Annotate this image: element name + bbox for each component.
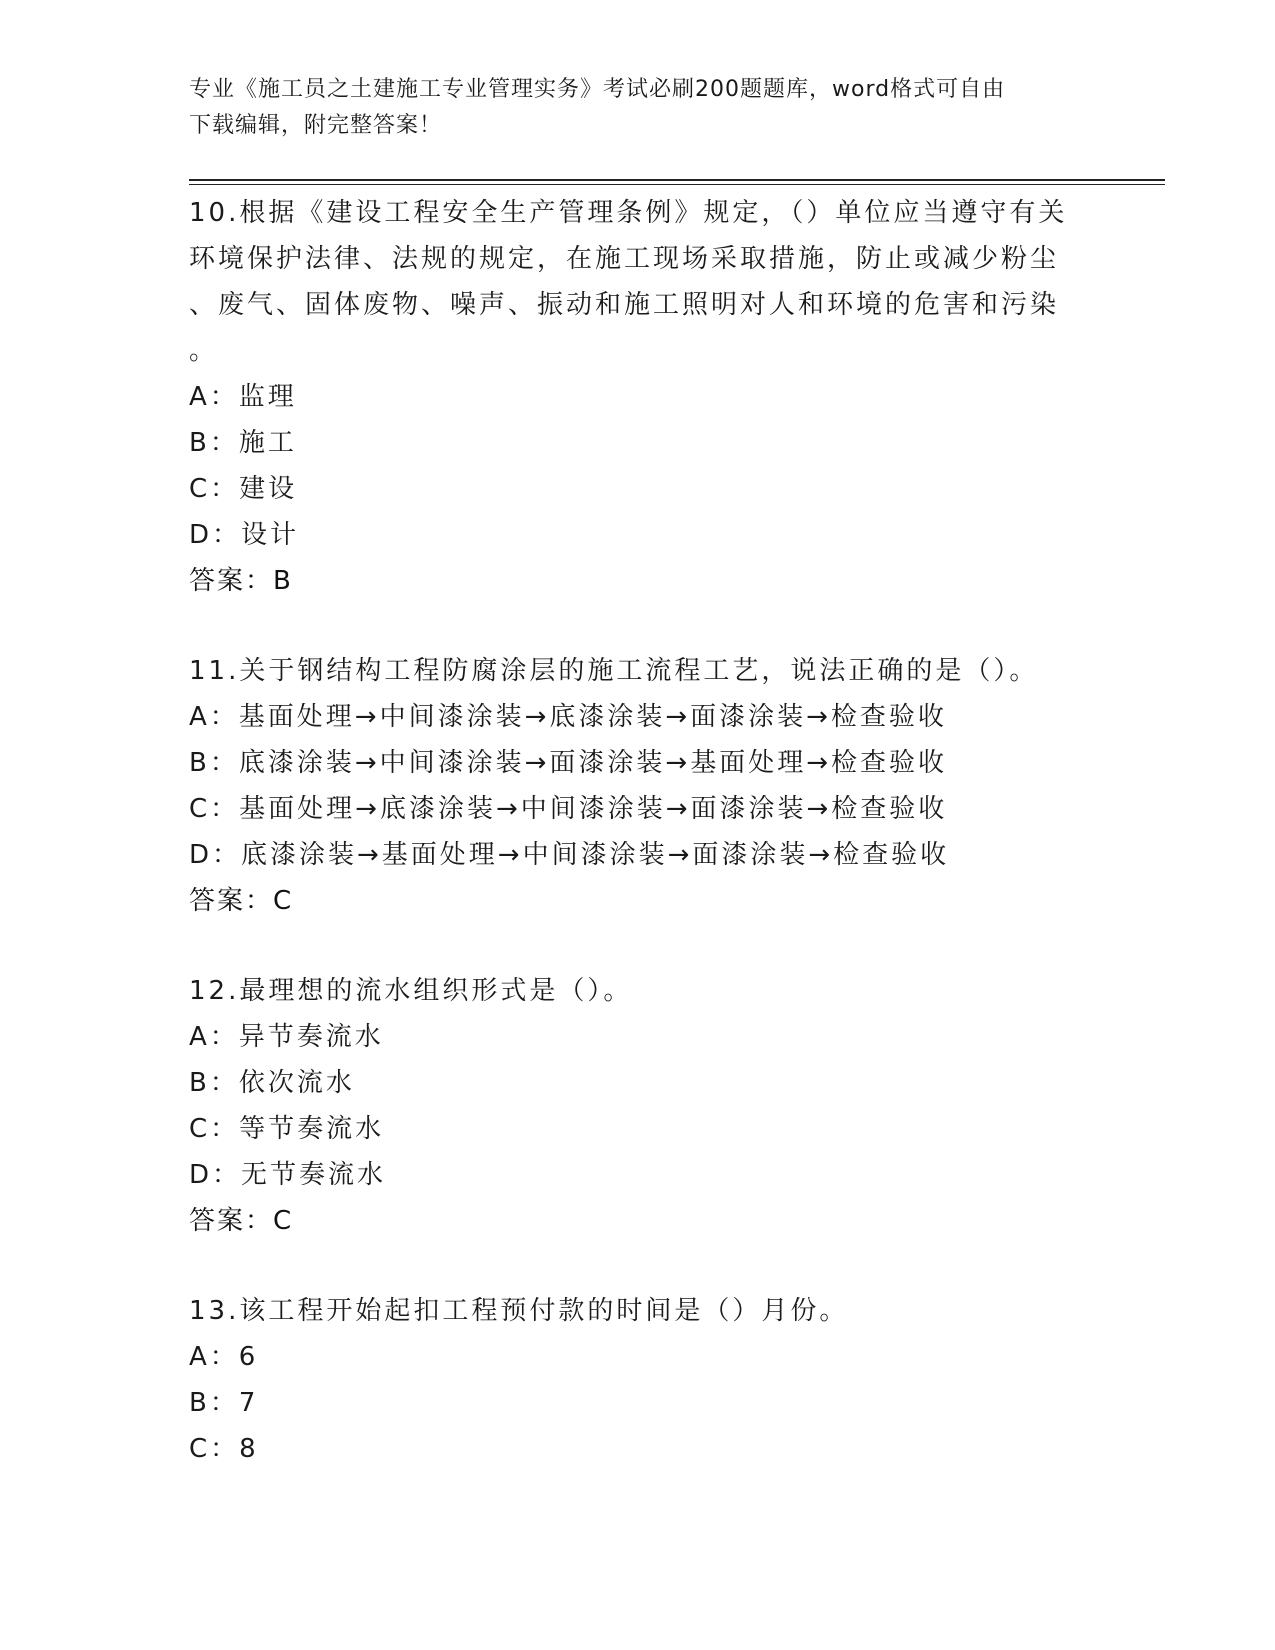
question-text-line: 、废气、固体废物、噪声、振动和施工照明对人和环境的危害和污染 [189, 290, 1060, 320]
option-b: B：施工 [189, 428, 297, 458]
option-b: B：底漆涂装→中间漆涂装→面漆涂装→基面处理→检查验收 [189, 748, 947, 778]
header-divider-thin [189, 184, 1165, 185]
option-c: C：等节奏流水 [189, 1114, 385, 1144]
question-13 [189, 1288, 1169, 1472]
question-11 [189, 648, 1169, 924]
question-10 [189, 190, 1169, 604]
option-c: C：建设 [189, 474, 298, 504]
question-list [189, 190, 1169, 1472]
option-c: C：8 [189, 1434, 259, 1464]
question-text-line: 。 [189, 336, 219, 366]
option-a: A：异节奏流水 [189, 1022, 384, 1052]
option-d: D：无节奏流水 [189, 1160, 387, 1190]
spacer [189, 1244, 1169, 1288]
option-a: A：6 [189, 1342, 259, 1372]
spacer [189, 924, 1169, 968]
option-b: B：依次流水 [189, 1068, 355, 1098]
option-a: A：监理 [189, 382, 297, 412]
spacer [189, 604, 1169, 648]
question-text-line: 10.根据《建设工程安全生产管理条例》规定，（）单位应当遵守有关 [189, 198, 1068, 228]
option-a: A：基面处理→中间漆涂装→底漆涂装→面漆涂装→检查验收 [189, 702, 947, 732]
option-d: D：设计 [189, 520, 300, 550]
option-b: B：7 [189, 1388, 259, 1418]
answer: 答案：B [189, 566, 293, 596]
question-text-line: 13.该工程开始起扣工程预付款的时间是（）月份。 [189, 1296, 849, 1326]
option-d: D：底漆涂装→基面处理→中间漆涂装→面漆涂装→检查验收 [189, 840, 950, 870]
question-text-line: 环境保护法律、法规的规定，在施工现场采取措施，防止或减少粉尘 [189, 244, 1060, 274]
header-divider-thick [189, 179, 1165, 181]
question-text-line: 12.最理想的流水组织形式是（）。 [189, 976, 633, 1006]
option-c: C：基面处理→底漆涂装→中间漆涂装→面漆涂装→检查验收 [189, 794, 948, 824]
document-header [189, 72, 1089, 144]
header-line-1: 专业《施工员之土建施工专业管理实务》考试必刷200题题库，word格式可自由 [189, 77, 1006, 102]
header-line-2: 下载编辑，附完整答案！ [189, 113, 443, 138]
answer: 答案：C [189, 886, 294, 916]
answer: 答案：C [189, 1206, 294, 1236]
question-12 [189, 968, 1169, 1244]
question-text-line: 11.关于钢结构工程防腐涂层的施工流程工艺，说法正确的是（）。 [189, 656, 1039, 686]
